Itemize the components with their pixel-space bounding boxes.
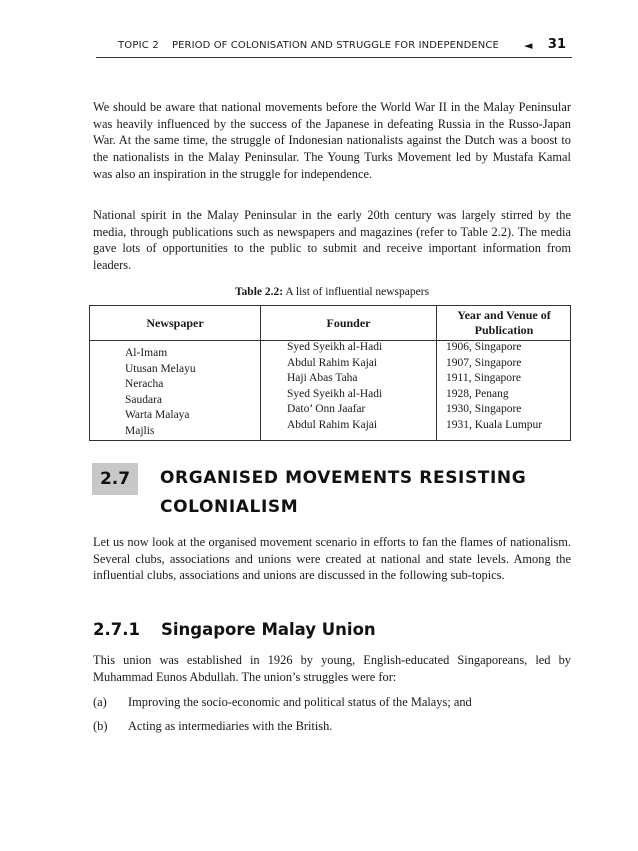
year-venue-cell: 1911, Singapore (446, 372, 521, 385)
founder-cell: Haji Abas Taha (287, 372, 358, 385)
section-title (160, 464, 570, 522)
newspaper-cell: Neracha (125, 378, 164, 391)
topic-label: TOPIC 2 (118, 40, 159, 51)
header-newspaper: Newspaper (146, 315, 204, 330)
newspaper-table (89, 305, 571, 441)
year-venue-cell: 1906, Singapore (446, 341, 522, 353)
page-header (96, 37, 572, 58)
founder-cell: Syed Syeikh al-Hadi (287, 387, 383, 400)
founder-cell: Abdul Rahim Kajai (287, 418, 378, 431)
newspaper-cell: Warta Malaya (125, 409, 190, 422)
founder-column (287, 340, 382, 434)
section-title-line: ORGANISED MOVEMENTS RESISTING (160, 468, 527, 488)
year-venue-cell: 1931, Kuala Lumpur (446, 418, 543, 431)
newspaper-column (125, 346, 196, 440)
chapter-title: PERIOD OF COLONISATION AND STRUGGLE FOR INDEPENDENCE (172, 40, 499, 51)
page-number: 31 (547, 37, 566, 52)
founder-cell: Syed Syeikh al-Hadi (287, 341, 383, 353)
year-venue-column (446, 340, 542, 434)
subsection-number: 2.7.1 (93, 620, 140, 639)
newspaper-cell: Majlis (125, 424, 155, 437)
table-caption-text: A list of influential newspapers (285, 286, 430, 298)
subsection-title: Singapore Malay Union (161, 620, 376, 639)
newspaper-cell: Saudara (125, 393, 163, 406)
paragraph-intro: We should be aware that national movements before the World War II in the Malay Peninsular was heavily influenced by the success of the Japanese in defeating Russia in the Russo-Japan War. At the same time, the struggle of Indonesian nationalists against the Dutch was a boost to the nationalists in the Malay Peninsular. The Young Turks Movement led by Mustafa Kamal was also an inspiration in the struggle for independence. (93, 100, 571, 181)
newspaper-cell: Al-Imam (125, 347, 168, 359)
paragraph-union: This union was established in 1926 by young, English-educated Singaporeans, led by Muhammad Eunos Abdullah. The union’s struggles were for: (93, 653, 571, 684)
list-item-text: Acting as intermediaries with the British. (128, 719, 333, 733)
newspaper-cell: Utusan Melayu (125, 362, 196, 375)
founder-cell: Dato’ Onn Jaafar (287, 403, 366, 416)
list-item-text: Improving the socio-economic and political status of the Malays; and (128, 695, 472, 709)
table-caption (93, 286, 571, 298)
paragraph-media: National spirit in the Malay Peninsular in the early 20th century was largely stirred by the media, through publications such as newspapers and magazines (refer to Table 2.2). The media gave lots of opportunities to the public to submit and receive important information from leaders. (93, 208, 571, 273)
header-founder: Founder (326, 315, 371, 330)
year-venue-cell: 1930, Singapore (446, 403, 522, 416)
year-venue-cell: 1928, Penang (446, 387, 509, 400)
section-number-badge: 2.7 (92, 463, 138, 495)
founder-cell: Abdul Rahim Kajai (287, 356, 378, 369)
table-caption-label: Table 2.2: (234, 286, 284, 298)
year-venue-cell: 1907, Singapore (446, 356, 522, 369)
paragraph-organised-movements: Let us now look at the organised movement scenario in efforts to fan the flames of nationalism. Several clubs, associations and unions were created at national and state levels. Among the influential clubs, associations and unions are discussed in the following sub-topics. (93, 535, 571, 583)
list-item-label: (a) (93, 695, 107, 709)
header-year-venue: Year and Venue of Publication (457, 308, 551, 337)
left-arrow-icon: ◄ (524, 39, 533, 52)
list-item-label: (b) (93, 719, 108, 733)
section-title-line: COLONIALISM (160, 497, 299, 517)
